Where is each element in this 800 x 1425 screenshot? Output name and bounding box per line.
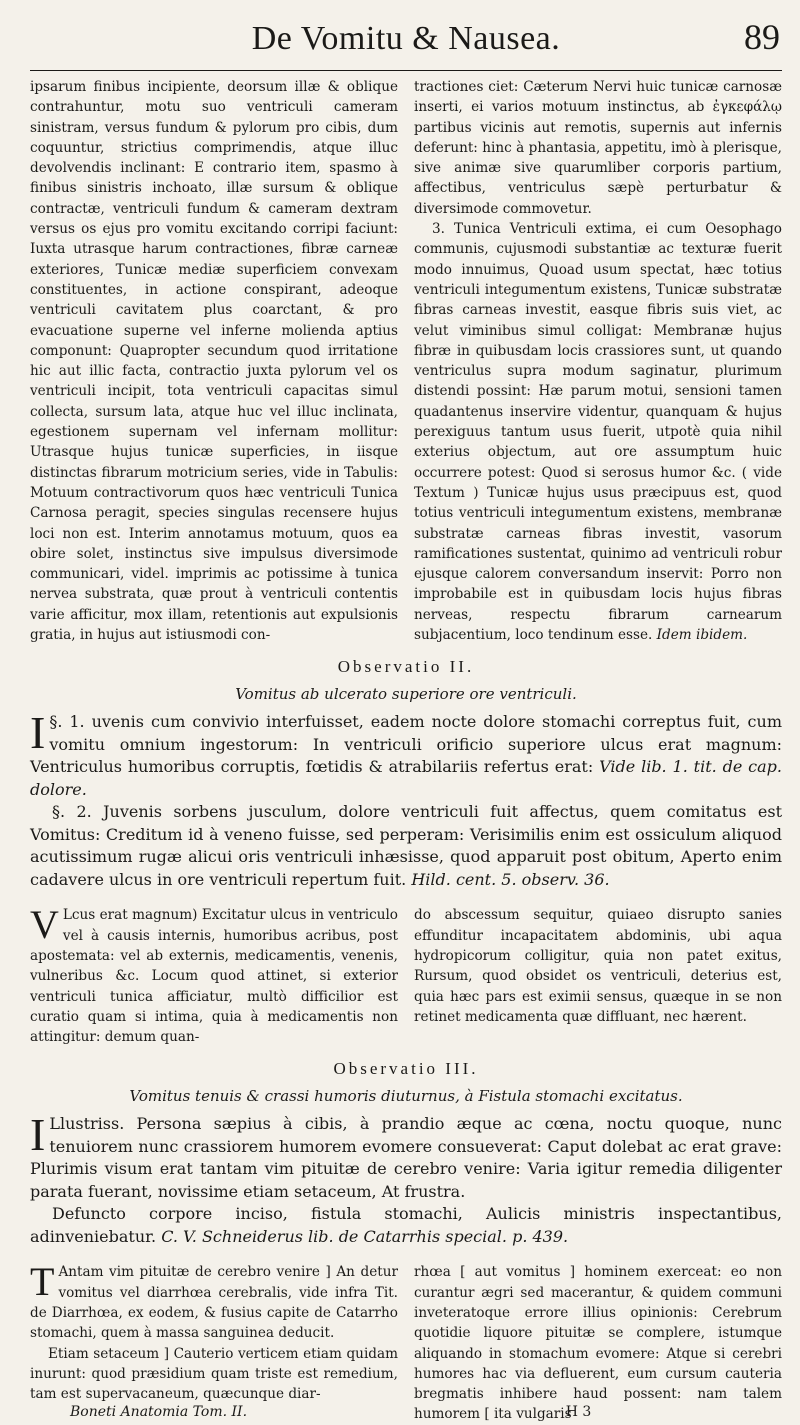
observatio-3-heading: Observatio III.: [333, 1059, 479, 1079]
observatio-2-scholia-left: [30, 902, 398, 1047]
section-mark-1: §. 1.: [49, 712, 85, 732]
running-title: De Vomitu & Nausea.: [251, 20, 561, 57]
observatio-3-scholia-left-text-2: Etiam setaceum ] Cauterio verticem etiam quidam inurunt: quod præsidium quam triste est remedium, tam est supervacaneum, quæcunque diar-: [30, 1345, 398, 1403]
observatio-2-scholia-right: [414, 905, 782, 1047]
observatio-2-scholia-left-text: [30, 902, 398, 1047]
drop-cap: I: [30, 707, 46, 759]
observatio-3-body: [30, 1109, 782, 1248]
page-number: 89: [744, 17, 780, 57]
observatio-3-scholia-left: [30, 1259, 398, 1424]
observatio-2-para-2-ref: Hild. cent. 5. observ. 36.: [411, 869, 610, 889]
observatio-3-para-2-text: Defuncto corpore inciso, fistula stomachi, Aulicis ministris inspectantibus, adinveniebatur.: [30, 1204, 782, 1246]
observatio-2-scholia-left-body: Lcus erat magnum) Excitatur ulcus in ventriculo vel à causis internis, humoribus acribus, post apostemata: vel ab externis, medicamentis, venenis, vulneribus &c. Locum quod attinet, si exterior ventriculi tunica afficiatur, multò difficilior est curatio quam si intima, quia à medicamentis non attingitur: demum quan-: [30, 907, 398, 1046]
observatio-3-scholia-right: [414, 1262, 782, 1424]
top-right-column: [414, 77, 782, 645]
top-right-text-2-body: 3. Tunica Ventriculi extima, ei cum Oesophago communis, cujusmodi substantiæ ac texturæ fuerit modo innuimus, Quoad usum spectat, hæc totius ventriculi integumentum existens, Tunicæ substratæ fibras carneas investit, easque fibris suis viet, ac velut viminibus simul colligat: Membranæ hujus fibræ in quibusdam locis crassiores sunt, ut quando ventriculus supra modum saginatur, plurimum distendi possint: Hæ parum motui, sensioni tamen quadantenus inservire videntur, quanquam & hujus perexiguus tantum usus fuerit, utpotè quia nihil exterius objectum, aut ore assumptum huic occurrere potest: Quod si serosus humor &c. ( vide Textum ) Tunicæ hujus usus præcipuus est, quod totius ventriculi integumentum existens, membranæ substratæ carneas fibras investit, vasorum ramificationes sustentat, quinimo ad ventriculi robur ejusque calorem conversandum inservit: Porro non improbabile est in quibusdam locis hujus fibras nerveas, respectu fibrarum carnearum subjacentium, loco tendinum esse.: [414, 221, 782, 644]
observatio-3-scholia: [30, 1259, 782, 1424]
observatio-3-para-2-ref: C. V. Schneiderus lib. de Catarrhis special. p. 439.: [161, 1226, 569, 1246]
observatio-2-para-1-text: uvenis cum convivio interfuisset, eadem nocte dolore stomachi correptus fuit, cum vomitu omnium ingestorum: In ventriculi orificio superiore ulcus erat magnum: Ventriculus humoribus corruptis, fœtidis & atrabilariis refertus erat:: [30, 712, 782, 777]
top-right-text-1: tractiones ciet: Cæterum Nervi huic tunicæ carnosæ inserti, ei varios motuum instinctus, ab ἐγκεφάλῳ partibus vicinis aut remotis, supernis aut infernis deferunt: hinc à phantasia, appetitu, imò à plerisque, sive animæ sive quarumliber corporis partium, affectibus, ventriculus sæpè perturbatur & diversimode commovetur.: [414, 79, 782, 217]
observatio-3-scholia-left-text-1: [30, 1259, 398, 1343]
page-footer: [70, 1404, 750, 1420]
observatio-3-scholia-left-body: Antam vim pituitæ de cerebro venire ] An detur vomitus vel diarrhœa cerebralis, vide infra Tit. de Diarrhœa, ex eodem, & fusius capite de Catarrho stomachi, quem à massa sanguinea deducit.: [30, 1264, 398, 1342]
observatio-2-subheading: Vomitus ab ulcerato superiore ore ventriculi.: [235, 685, 577, 704]
observatio-2-scholia-right-text: do abscessum sequitur, quiaeo disrupto sanies effunditur incapacitatem abdominis, ubi aqua hydropicorum colligitur, quia non patet exitus, Rursum, quod obsidet os ventriculi, deterius est, quia hæc pars est eximii sensus, quæque in se non retinet medicamenta quæ diffluant, nec hærent.: [414, 907, 782, 1025]
top-left-text: ipsarum finibus incipiente, deorsum illæ & oblique contrahuntur, motu suo ventriculi cameram sinistram, versus fundum & pylorum pro cibis, dum coquuntur, strictius comprimendis, atque illuc devolvendis inclinant: E contrario item, spasmo à finibus sinistris inchoato, illæ sursum & oblique contractæ, ventriculi fundum & cameram dextram versus os ejus pro vomitu excitando corripi faciunt: Iuxta utrasque harum contractiones, fibræ carneæ exteriores, Tunicæ mediæ superficiem convexam constituentes, in actione conspirant, adeoque ventriculi cavitatem plus coarctant, & pro evacuatione superne vel inferne molienda aptius componunt: Quapropter secundum quod irritatione hic aut illic facta, contractio juxta pylorum vel os ventriculi incipit, tota ventriculi capacitas simul collecta, sursum lata, atque huc vel illuc inclinata, egestionem supernam vel infernam mollitur: Utrasque hujus tunicæ superficies, in iisque distinctas fibrarum motricium series, vide in Tabulis: Motuum contractivorum quos hæc ventriculi Tunica Carnosa peragit, species singulas recensere hujus loci non est. Interim annotamus motuum, quos ea obire solet, instinctus sive impulsus diversimode communicari, videl. imprimis ac potissime à tunica nervea substrata, quæ prout à ventriculi contentis varie afficitur, mox illam, retentionis aut expulsionis gratia, in hujus aut istiusmodi con-: [30, 79, 398, 644]
drop-cap: I: [30, 1109, 46, 1161]
footer-signature-mark: H 3: [565, 1404, 592, 1420]
observatio-2-para-2-text: §. 2. Juvenis sorbens jusculum, dolore ventriculi fuit affectus, quem comitatus est Vomitus: Creditum id à veneno fuisse, sed perperam: Verisimilis enim est ossiculum aliquod acutissimum rugæ alicui oris ventriculi inhæsisse, quod apparuit post obitum, Aperto enim cadavere ulcus in ore ventriculi repertum fuit.: [30, 802, 782, 889]
observatio-2-para-1-ref: Vide lib. 1. tit. de cap. dolore.: [30, 757, 783, 799]
observatio-2-body: [30, 707, 783, 891]
observatio-3-subheading: Vomitus tenuis & crassi humoris diuturnus, à Fistula stomachi excitatus.: [129, 1087, 683, 1106]
observatio-3-para-1: [30, 1109, 782, 1203]
top-left-column: [30, 77, 398, 645]
observatio-3-para-2: [30, 1203, 782, 1248]
observatio-2-para-1: [30, 707, 783, 801]
observatio-3-scholia-right-text: rhœa [ aut vomitus ] hominem exerceat: eo non curantur ægri sed macerantur, & quidem communi inveteratoque errore illius opinionis: Cerebrum quotidie liquore pituitæ se complere, istumque aliquando in stomachum evomere: Atque si cerebri humores hac via defluerent, eum cursum cauteria bregmatis inhibere haud possent: nam talem humorem [ ita vulgaris: [414, 1264, 782, 1423]
top-right-text-2: [414, 219, 782, 645]
observatio-2-scholia: [30, 902, 782, 1047]
top-right-source-ref: Idem ibidem.: [656, 627, 748, 644]
header-rule: [30, 70, 782, 71]
observatio-2-heading: Observatio II.: [337, 657, 475, 677]
observatio-3-para-1-text: Llustriss. Persona sæpius à cibis, à prandio æque ac cœna, noctu quoque, nunc tenuiorem nunc crassiorem humorem evomere consueverat: Caput dolebat ac erat grave: Plurimis visum erat tantam vim pituitæ de cerebro venire: Varia igitur remedia diligenter parata fuerant, novissime etiam setaceum, At frustra.: [30, 1114, 782, 1201]
observatio-2-para-2: [30, 801, 782, 891]
drop-cap: V: [30, 902, 59, 948]
footer-book-title: Boneti Anatomia Tom. II.: [70, 1404, 248, 1420]
top-commentary: [30, 77, 782, 645]
drop-cap: T: [30, 1259, 55, 1305]
page-header: [30, 10, 782, 68]
